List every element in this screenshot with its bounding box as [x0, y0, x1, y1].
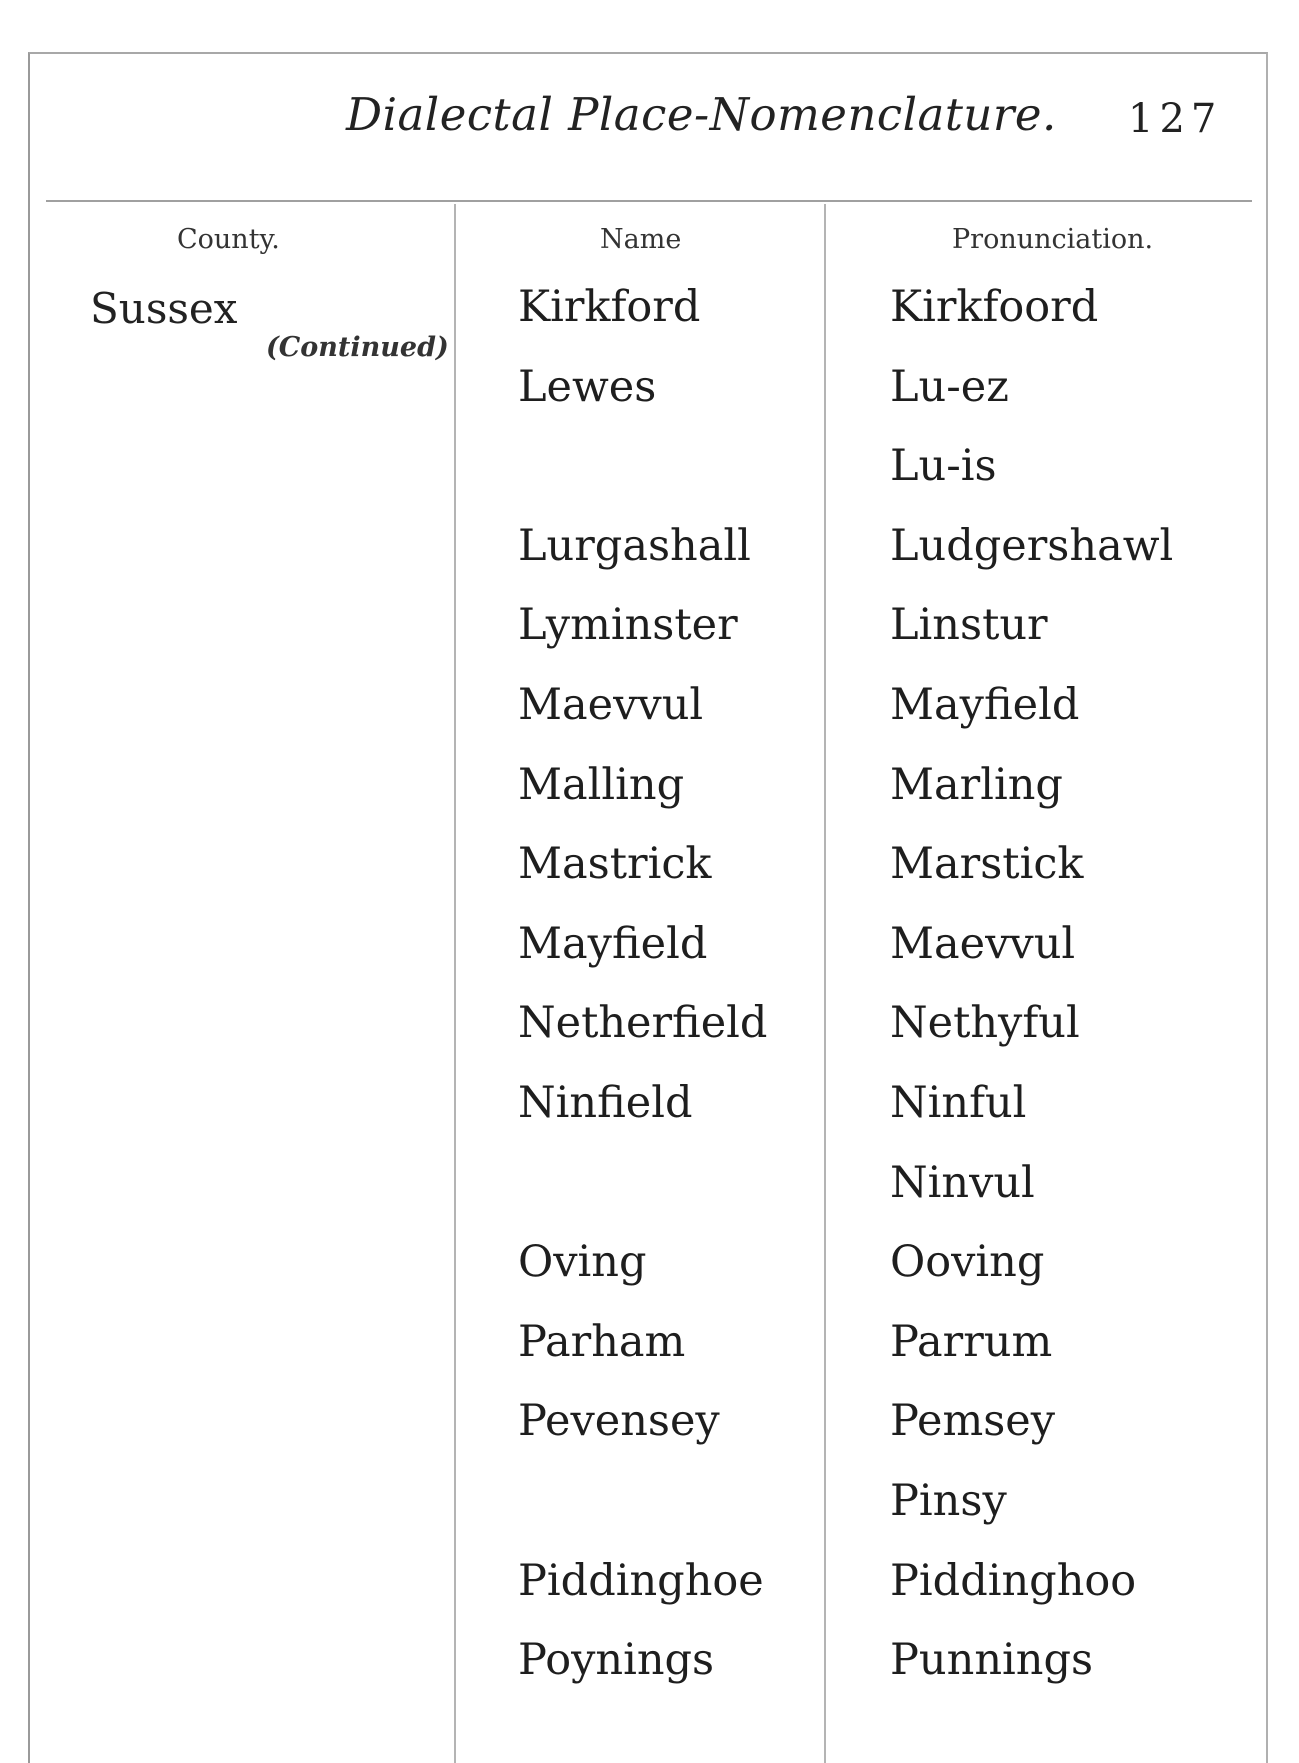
entry-name: Pevensey: [518, 1396, 720, 1446]
entry-pronunciation: Pemsey: [890, 1396, 1056, 1446]
entry-name: Kirkford: [518, 282, 701, 332]
entry-pronunciation: Mayfield: [890, 680, 1080, 730]
column-divider: [824, 204, 826, 1763]
entry-name: Mayfield: [518, 919, 708, 969]
entry-pronunciation: Maevvul: [890, 919, 1076, 969]
entry-name: Lewes: [518, 362, 657, 412]
entry-pronunciation: Marstick: [890, 839, 1084, 889]
entry-pronunciation: Linstur: [890, 600, 1048, 650]
entry-pronunciation: Ninvul: [890, 1158, 1035, 1208]
entry-name: Lyminster: [518, 600, 738, 650]
entry-pronunciation: Ooving: [890, 1237, 1045, 1287]
entry-name: Lurgashall: [518, 521, 751, 571]
entry-pronunciation: Ludgershawl: [890, 521, 1174, 571]
entry-pronunciation: Ninful: [890, 1078, 1027, 1128]
county-continued-note: (Continued): [266, 332, 449, 363]
entry-pronunciation: Nethyful: [890, 998, 1080, 1048]
entry-pronunciation: Pinsy: [890, 1476, 1007, 1526]
entry-name: Piddinghoe: [518, 1556, 764, 1606]
entry-pronunciation: Marling: [890, 760, 1063, 810]
county-name: Sussex: [90, 284, 238, 333]
entry-pronunciation: Lu-is: [890, 441, 997, 491]
entry-name: Maevvul: [518, 680, 704, 730]
entry-name: Oving: [518, 1237, 647, 1287]
column-divider: [454, 204, 456, 1763]
entry-name: Poynings: [518, 1635, 715, 1685]
running-title: Dialectal Place-Nomenclature.: [346, 88, 1057, 141]
entry-name: Parham: [518, 1317, 686, 1367]
entry-pronunciation: Punnings: [890, 1635, 1094, 1685]
entry-name: Ninfield: [518, 1078, 693, 1128]
entry-pronunciation: Kirkfoord: [890, 282, 1099, 332]
entry-pronunciation: Piddinghoo: [890, 1556, 1137, 1606]
entry-name: Mastrick: [518, 839, 712, 889]
column-header-county: County.: [177, 224, 280, 255]
entry-pronunciation: Lu-ez: [890, 362, 1009, 412]
entry-pronunciation: Parrum: [890, 1317, 1053, 1367]
page-number: 127: [1128, 96, 1223, 142]
entry-name: Malling: [518, 760, 685, 810]
column-header-name: Name: [600, 224, 682, 255]
column-header-pronunciation: Pronunciation.: [952, 224, 1154, 255]
entry-name: Netherfield: [518, 998, 768, 1048]
header-rule: [46, 200, 1252, 202]
